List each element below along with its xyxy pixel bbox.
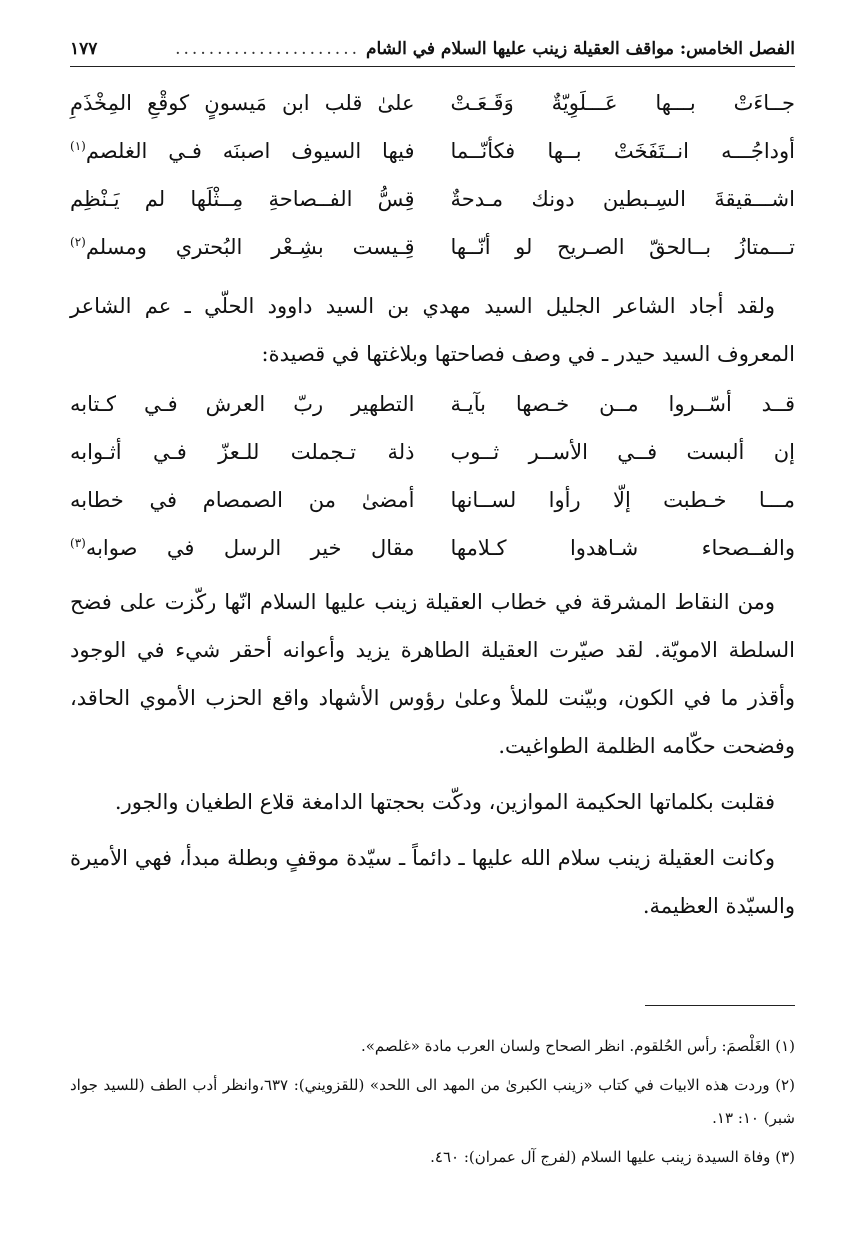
footnote [70, 1141, 795, 1174]
verse-first-hemistich: اشـــقيقةَ السِـبطين دونك مـدحةٌ [450, 187, 795, 211]
footnote [70, 1069, 795, 1135]
verse-second-hemistich: مقال خير الرسل في صوابه$^{(٣)}$ [70, 536, 415, 560]
footnote-text: الغَلْصمَ: رأس الحُلقوم. انظر الصحاح ولسان العرب مادة «غلصم». [360, 1037, 771, 1055]
footnote-marker: (٣) [70, 536, 86, 550]
footnote-marker: (١) [70, 139, 86, 153]
verse-second-hemistich: قِـيست بشِـعْر البُحتري ومسلم$^{(٢)}$ [70, 235, 415, 259]
body-text [70, 578, 795, 930]
verse-first-hemistich: قــد أسّــروا مــن خـصها بآيـة [450, 392, 795, 416]
verse-line [70, 175, 795, 223]
dot-leader: ...................... [175, 39, 361, 59]
footnote [70, 1030, 795, 1063]
running-header [70, 34, 795, 64]
verse-line [70, 476, 795, 524]
chapter-title: الفصل الخامس: مواقف العقيلة زينب عليها السلام في الشام [366, 39, 795, 59]
paragraph-text: وكانت العقيلة زينب سلام الله عليها ـ دائماً ـ سيّدة موقفٍ وبطلة مبدأ، فهي الأميرة والسيّدة العظيمة. [70, 846, 795, 918]
verse-first-hemistich: تـــمتازُ بــالحقّ الصـريح لو أنّــها [450, 235, 795, 259]
footnote-number: (٣) [775, 1148, 795, 1166]
verse-line [70, 223, 795, 271]
verse-line [70, 380, 795, 428]
verse-first-hemistich: إن ألبست فــي الأســر ثــوب [450, 440, 795, 464]
verse-first-hemistich: مـــا خـطبت إلّا رأوا لســانها [450, 488, 795, 512]
verse-second-hemistich: علىٰ قلب ابن مَيسونٍ كوقْعِ المِخْذَمِ [70, 91, 415, 115]
verse-line [70, 524, 795, 572]
footnote-text: وفاة السيدة زينب عليها السلام (لفرج آل عمران): ٤٦٠. [430, 1148, 771, 1166]
header-rule [70, 66, 795, 67]
verse-line [70, 428, 795, 476]
verse-second-hemistich: التطهير ربّ العرش فـي كـتابه [70, 392, 415, 416]
poem-2 [70, 380, 795, 572]
footnote-number: (٢) [775, 1076, 795, 1094]
verse-second-hemistich: أمضىٰ من الصمصام في خطابه [70, 488, 415, 512]
verse-first-hemistich: جــاءَتْ بـــها عَـــلَوِيّةٌ وَقَـعَـتْ [450, 91, 795, 115]
footnote-number: (١) [775, 1037, 795, 1055]
verse-first-hemistich: أوداجُـــه انــتَفَخَتْ بــها فكأنّــما [450, 139, 795, 163]
poem-1 [70, 79, 795, 271]
page-number: ١٧٧ [70, 39, 98, 59]
verse-second-hemistich: ذلة تـجملت للـعزّ فـي أثـوابه [70, 440, 415, 464]
paragraph-text: فقلبت بكلماتها الحكيمة الموازين، ودكّت بحجتها الدامغة قلاع الطغيان والجور. [114, 790, 775, 814]
verse-line [70, 79, 795, 127]
verse-second-hemistich: قِسُّ الفــصاحةِ مِــثْلَها لم يَـنْظِم [70, 187, 415, 211]
footnotes [70, 1030, 795, 1180]
intro-paragraph [70, 282, 795, 378]
footnote-text: وردت هذه الابيات في كتاب «زينب الكبرىٰ من المهد الى اللحد» (للقزويني): ٦٣٧،وانظر أدب الطف (للسيد جواد شبر) ١٠: ١٣. [70, 1076, 795, 1127]
verse-line [70, 127, 795, 175]
verse-first-hemistich: والفــصحاء شـاهدوا كـلامها [450, 536, 795, 560]
verse-second-hemistich: فيها السيوف اصبنَه فـي الغلصم$^{(١)}$ [70, 139, 415, 163]
paragraph-text: ومن النقاط المشرقة في خطاب العقيلة زينب عليها السلام انّها ركّزت على فضح السلطة الامويّة. لقد صيّرت العقيلة الطاهرة يزيد وأعوانه أحقر شيء في الوجود وأقذر ما في الكون، وبيّنت للملأ وعلىٰ رؤوس الأشهاد واقع الحزب الأموي الحاقد، وفضحت حكّامه الظلمة الطواغيت. [70, 590, 795, 758]
footnote-separator [645, 1005, 795, 1006]
footnote-marker: (٢) [70, 235, 86, 249]
paragraph-text: ولقد أجاد الشاعر الجليل السيد مهدي بن السيد داوود الحلّي ـ عم الشاعر المعروف السيد حيدر ـ في وصف فصاحتها وبلاغتها في قصيدة: [70, 294, 795, 366]
